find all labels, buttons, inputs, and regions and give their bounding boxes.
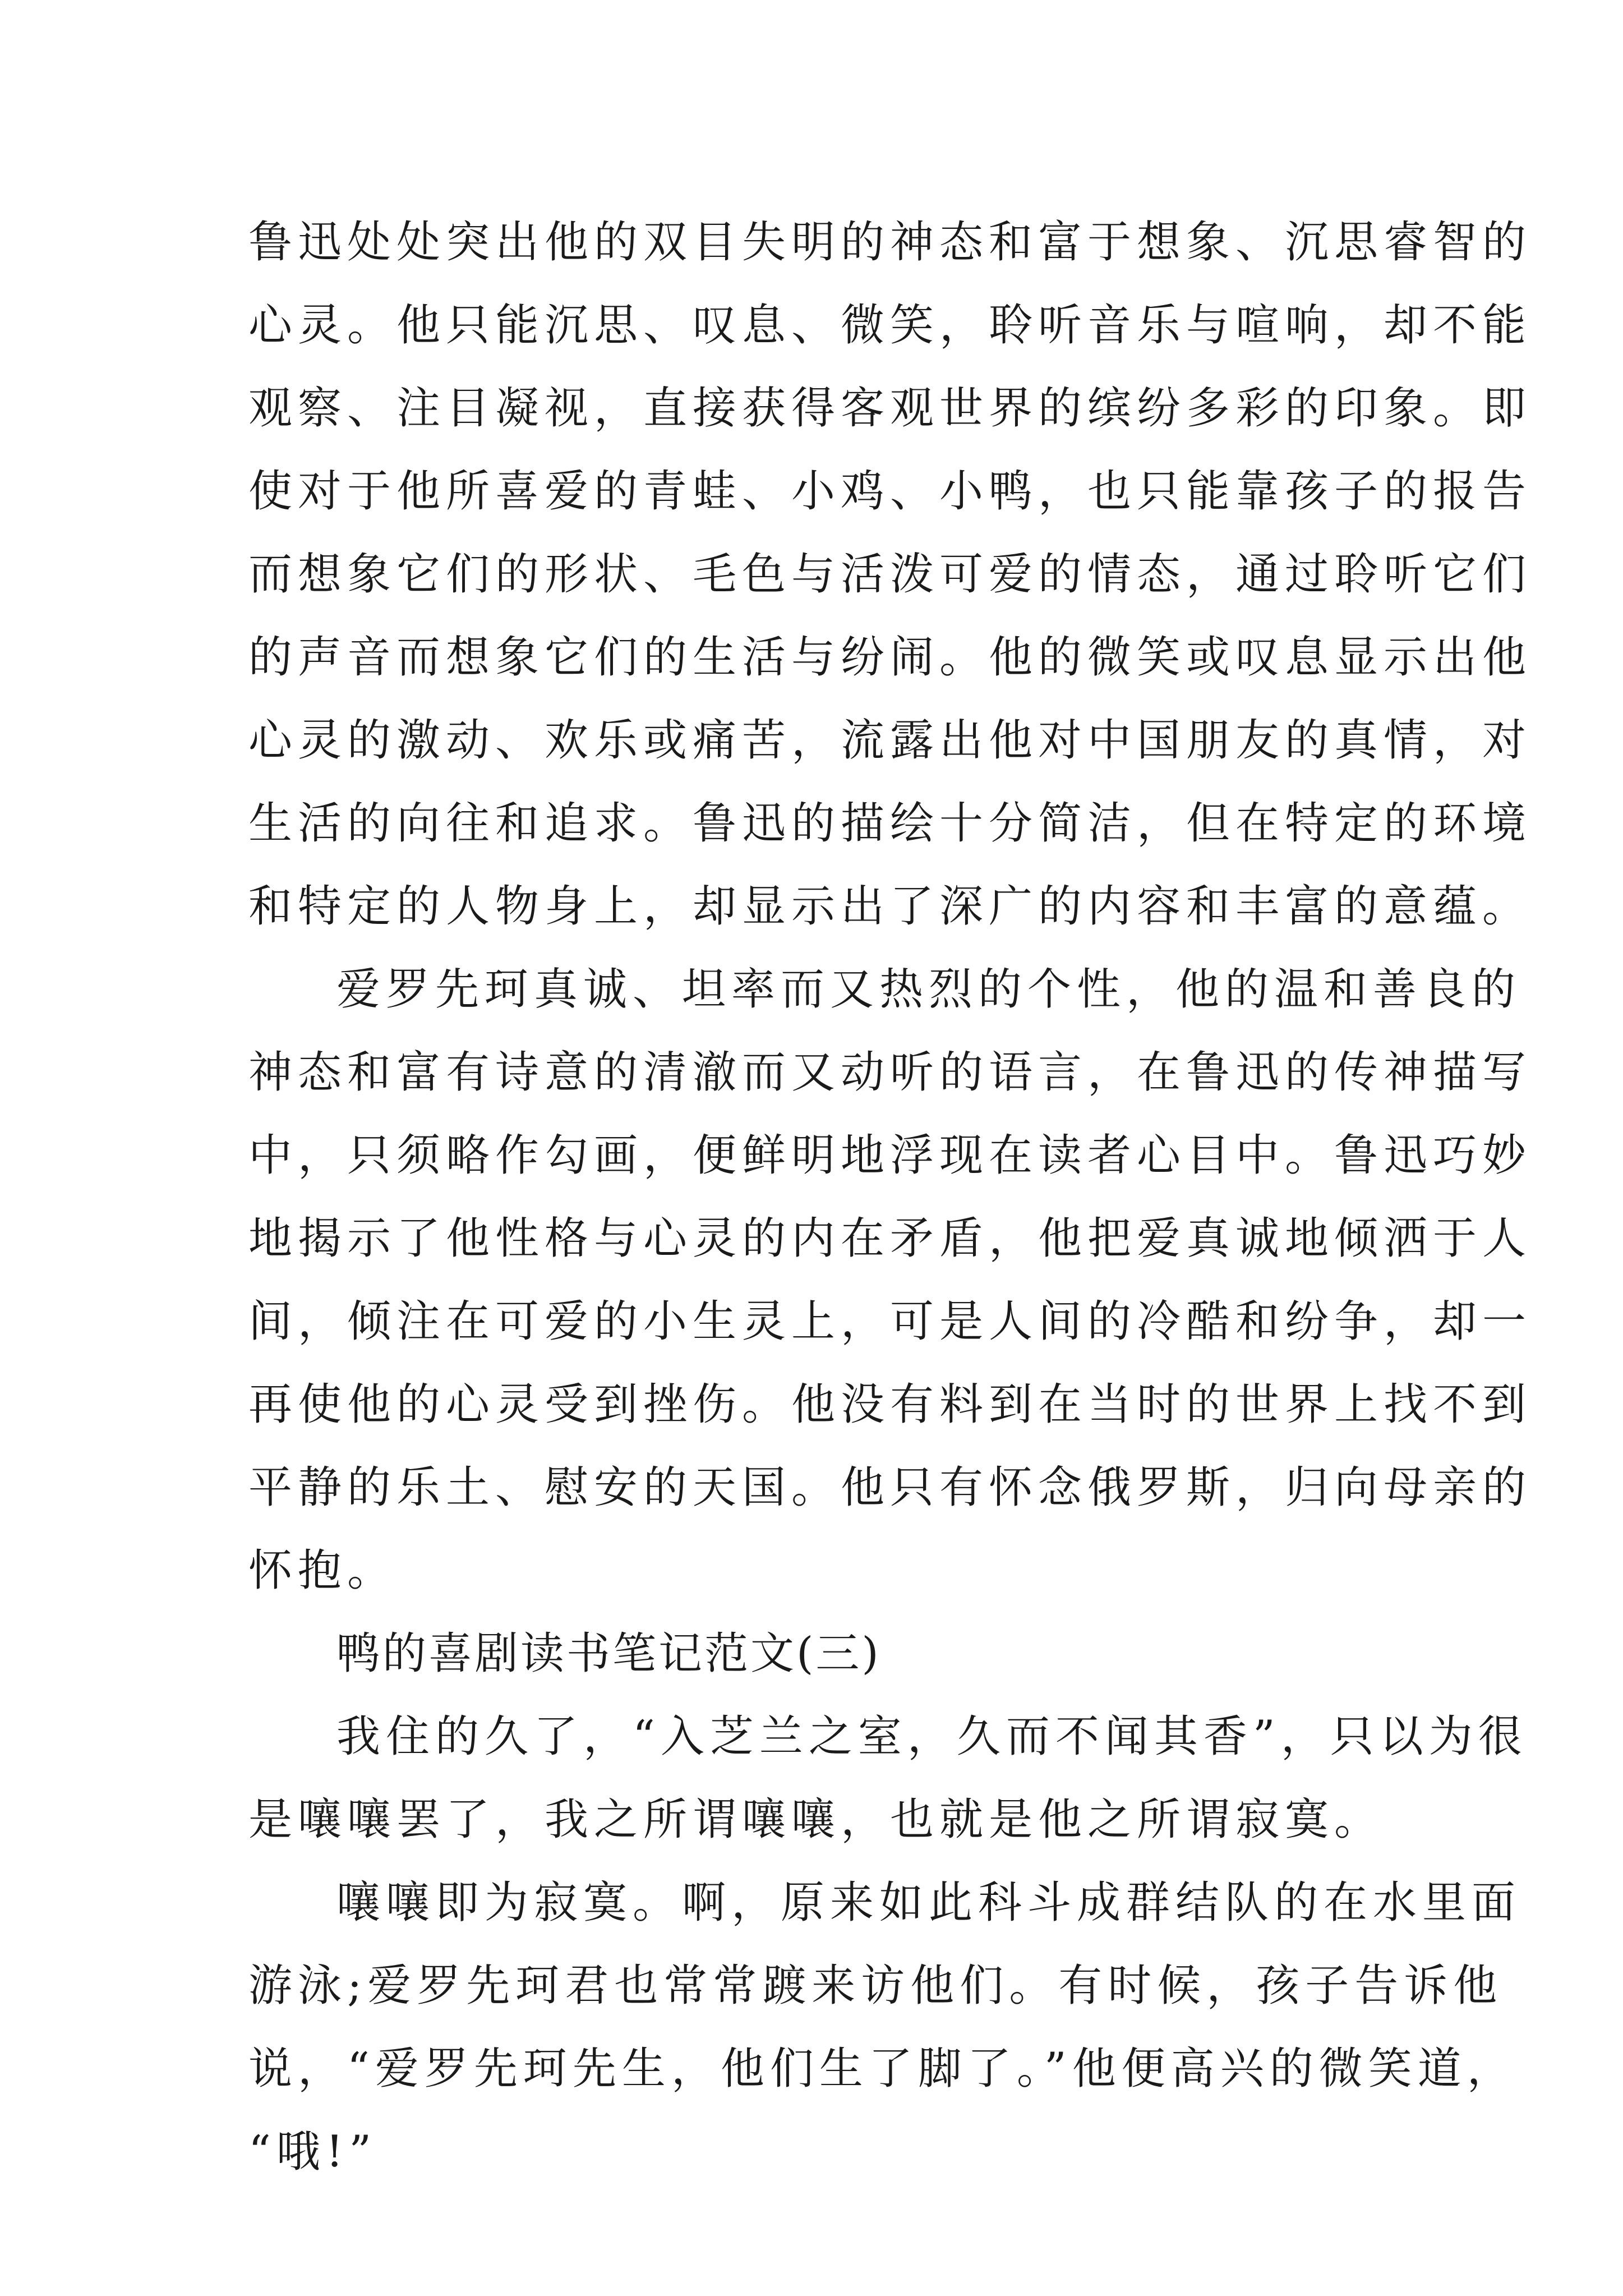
text-line: 而想象它们的形状、毛色与活泼可爱的情态，通过聆听它们 [248, 549, 1532, 600]
text-line: 心灵。他只能沉思、叹息、微笑，聆听音乐与喧响，却不能 [248, 300, 1532, 351]
text-line: 是嚷嚷罢了，我之所谓嚷嚷，也就是他之所谓寂寞。 [248, 1795, 1384, 1845]
text-line: 生活的向往和追求。鲁迅的描绘十分简洁，但在特定的环境 [248, 798, 1532, 849]
text-line: 鲁迅处处突出他的双目失明的神态和富于想象、沉思睿智的 [248, 217, 1532, 268]
text-line: 观察、注目凝视，直接获得客观世界的缤纷多彩的印象。即 [248, 383, 1532, 434]
text-line: 平静的乐土、慰安的天国。他只有怀念俄罗斯，归向母亲的 [248, 1462, 1532, 1513]
text-line: 我住的久了，“入芝兰之室，久而不闻其香”，只以为很 [336, 1711, 1528, 1762]
text-line: 怀抱。 [248, 1545, 397, 1596]
text-line: 嚷嚷即为寂寞。啊，原来如此科斗成群结队的在水里面 [336, 1878, 1521, 1928]
text-line: 爱罗先珂真诚、坦率而又热烈的个性，他的温和善良的 [336, 964, 1521, 1015]
text-line: 和特定的人物身上，却显示出了深广的内容和丰富的意蕴。 [248, 881, 1532, 932]
text-line: 中，只须略作勾画，便鲜明地浮现在读者心目中。鲁迅巧妙 [248, 1130, 1532, 1181]
text-line: 再使他的心灵受到挫伤。他没有料到在当时的世界上找不到 [248, 1379, 1532, 1430]
text-line: 使对于他所喜爱的青蛙、小鸡、小鸭，也只能靠孩子的报告 [248, 466, 1532, 517]
text-line: 说，“爱罗先珂先生，他们生了脚了。”他便高兴的微笑道， [248, 2044, 1516, 2094]
text-line: 游泳;爱罗先珂君也常常踱来访他们。有时候，孩子告诉他 [248, 1961, 1503, 2011]
text-line: “哦!” [248, 2127, 377, 2177]
text-line: 地揭示了他性格与心灵的内在矛盾，他把爱真诚地倾洒于人 [248, 1213, 1532, 1264]
text-line: 神态和富有诗意的清澈而又动听的语言，在鲁迅的传神描写 [248, 1047, 1532, 1098]
text-line: 心灵的激动、欢乐或痛苦，流露出他对中国朋友的真情，对 [248, 715, 1532, 766]
text-line: 间，倾注在可爱的小生灵上，可是人间的冷酷和纷争，却一 [248, 1296, 1532, 1347]
text-line: 的声音而想象它们的生活与纷闹。他的微笑或叹息显示出他 [248, 632, 1532, 683]
section-heading: 鸭的喜剧读书笔记范文(三) [336, 1628, 881, 1679]
